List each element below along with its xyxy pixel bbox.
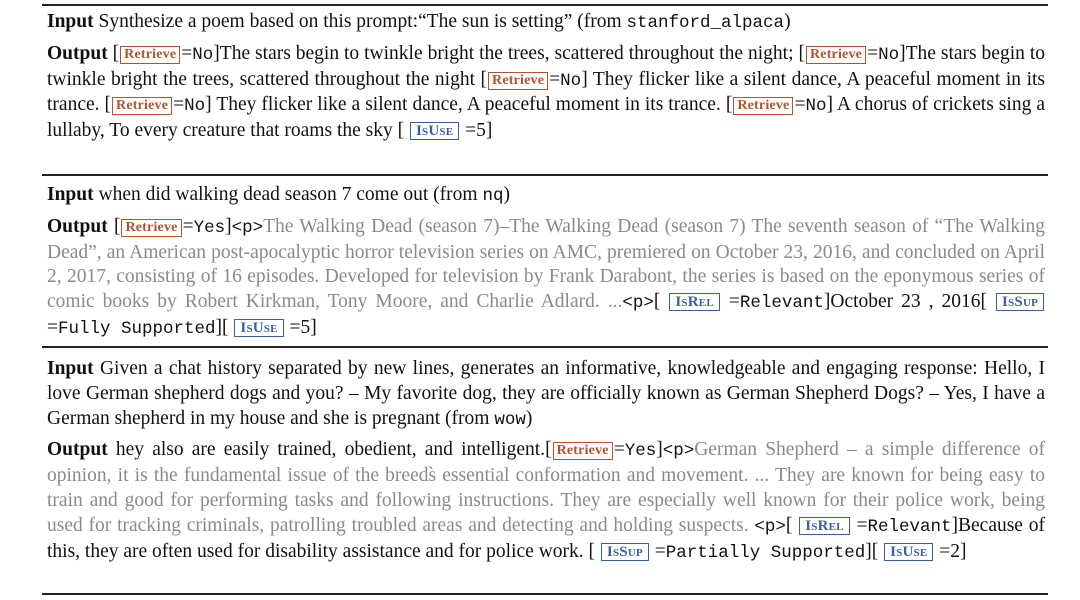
example-2-input: Input when did walking dead season 7 come out (from nq) — [47, 184, 510, 206]
retrieve-token: Retrieve — [120, 46, 180, 64]
bottom-rule — [42, 593, 1048, 595]
output-segment: They flicker like a silent dance, A peaceful moment in its trance. — [47, 68, 1045, 116]
example-2-output: Output [ Retrieve =Yes]<p>The Walking Dead (season 7)–The Walking Dead (season 7) The seventh season of “The Walking Dead”, an American post-apocalyptic horror television series on AMC, premiered on October 23, 2016, and concluded on April 2, 2017, consisting of 16 episodes. Developed for television by Frank Darabont, the series is based on the eponymous series of comic books by Robert Kirkman, Tony Moore, and Charlie Adlard. ...<p>[ IsRel =Relevant]October 23 , 2016[ IsSup =Fully Supported][ IsUse =5] — [47, 215, 1045, 339]
retrieve-token: Retrieve — [733, 97, 793, 115]
retrieve-token: Retrieve — [121, 219, 181, 237]
example-1-output: Output [ Retrieve =No]The stars begin to twinkle bright the trees, scattered throughout the night; [ Retrieve =No]The stars begin to twinkle bright the trees, scattered throughout the night [ Retrieve =No] They flicker like a silent dance, A peaceful moment in its trance. [ Retrieve =No] They flicker like a silent dance, A peaceful moment in its trance. [ Retrieve =No] A chorus of crickets sing a lullaby, To every creature that roams the sky [ IsUse =5] — [47, 42, 1045, 142]
output-segment: They flicker like a silent dance, A peaceful moment in its trance. — [211, 94, 726, 116]
input-text: when did walking dead season 7 come out (from — [98, 184, 483, 205]
example-3-output: Output hey also are easily trained, obedient, and intelligent.[ Retrieve =Yes]<p>German Shepherd – a simple difference of opinion, it is the fundamental issue of the breeds̀ essential conformation and movement. ... They are known for being easy to train and good for performing tasks and following instructions. They are especially well known for their police work, being used for tracking criminals, patrolling troubled areas and detecting and holding suspects. <p>[ IsRel =Relevant]Because of this, they are often used for disability assistance and for police work. [ IsSup =Partially Supported][ IsUse =2] — [47, 439, 1046, 563]
retrieved-passage: The Walking Dead (season 7)–The Walking Dead (season 7) The seventh season of “The Walking Dead”, an American post-apocalyptic horror television series on AMC, premiered on October 23, 2016, and concluded on April 2, 2017, consisting of 16 episodes. Developed for television by Frank Darabont, the series is based on the eponymous series of comic books by Robert Kirkman, Tony Moore, and Charlie Adlard. ... — [47, 215, 1045, 313]
answer-text: Because of this, they are often used for disability assistance and for police work. — [47, 514, 1046, 562]
output-label: Output — [47, 215, 108, 237]
divider-1 — [42, 174, 1048, 176]
issup-token: IsSup — [996, 293, 1044, 311]
isuse-token: IsUse — [234, 319, 283, 337]
isuse-value: =5] — [465, 120, 493, 142]
p-tag: <p> — [662, 441, 695, 462]
input-label: Input — [47, 184, 94, 205]
input-label: Input — [47, 11, 94, 32]
input-text: Synthesize a poem based on this prompt:“The sun is setting” (from — [98, 11, 627, 32]
example-3 — [47, 357, 1045, 565]
p-tag: <p> — [754, 516, 786, 537]
output-segment: A chorus of crickets sing a lullaby, To every creature that roams the sky — [47, 94, 1045, 142]
answer-text: October 23 , 2016 — [830, 291, 981, 313]
output-segment: The stars begin to twinkle bright the trees, scattered throughout the night; — [219, 42, 799, 64]
output-segment: The stars begin to twinkle bright the trees, scattered throughout the night — [47, 42, 1045, 90]
input-source: wow — [494, 409, 526, 430]
output-label: Output — [47, 439, 108, 461]
input-label: Input — [47, 358, 94, 379]
divider-2 — [42, 346, 1048, 348]
isuse-value: =2] — [939, 540, 967, 562]
retrieve-token: Retrieve — [806, 46, 866, 64]
output-lead: hey also are easily trained, obedient, and intelligent. — [115, 439, 546, 461]
p-tag: <p> — [231, 217, 264, 238]
issup-token: IsSup — [601, 543, 649, 561]
retrieved-passage: German Shepherd – a simple difference of opinion, it is the fundamental issue of the breeds̀ essential conformation and movement. ... They are known for being easy to train and good for performing tasks and following instructions. They are especially well known for their police work, being used for tracking criminals, patrolling troubled areas and detecting and holding suspects. — [47, 439, 1046, 536]
isrel-token: IsRel — [669, 293, 719, 311]
isuse-token: IsUse — [884, 543, 933, 561]
retrieve-token: Retrieve — [488, 72, 548, 90]
input-source: nq — [482, 186, 504, 206]
input-text: Given a chat history separated by new lines, generates an informative, knowledgeable and engaging response: Hello, I love German shepherd dogs and you? – My favorite dog, they are officially known as German Shepherd Dogs? – Yes, I have a German shepherd in my house and she is pregnant (from — [47, 358, 1045, 429]
example-1 — [47, 10, 1045, 144]
example-3-input: Input Given a chat history separated by new lines, generates an informative, knowledgeable and engaging response: Hello, I love German shepherd dogs and you? – My favorite dog, they are officially known as German Shepherd Dogs? – Yes, I have a German shepherd in my house and she is pregnant (from wow) — [47, 358, 1045, 430]
example-2 — [47, 183, 1045, 342]
isuse-value: =5] — [289, 316, 317, 338]
p-tag: <p> — [622, 293, 654, 314]
example-1-input: Input Synthesize a poem based on this prompt:“The sun is setting” (from stanford_alpaca) — [47, 11, 791, 33]
isuse-token: IsUse — [410, 122, 459, 140]
retrieve-token: Retrieve — [112, 97, 172, 115]
input-source: stanford_alpaca — [626, 13, 785, 33]
top-rule — [42, 4, 1048, 6]
retrieve-token: Retrieve — [553, 442, 613, 460]
output-label: Output — [47, 42, 108, 64]
isrel-token: IsRel — [799, 517, 849, 535]
